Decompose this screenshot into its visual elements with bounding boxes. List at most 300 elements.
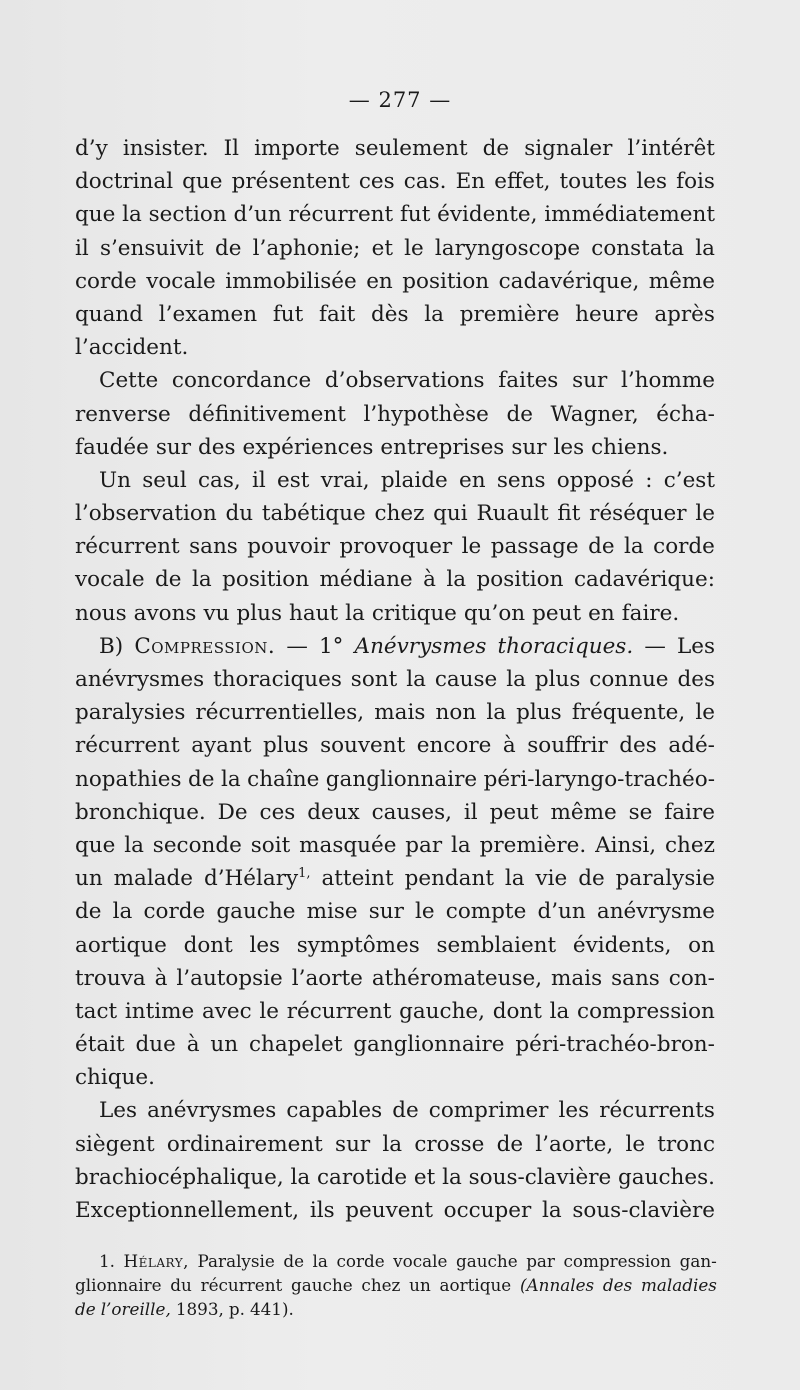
word-text: plaide <box>380 467 448 493</box>
word-text: il <box>75 235 89 261</box>
word-text: mais <box>551 965 603 991</box>
word <box>251 829 291 862</box>
word-text: la <box>122 202 142 228</box>
text-line <box>75 829 715 862</box>
word-text: la <box>112 899 133 925</box>
word <box>319 630 343 663</box>
word <box>320 563 413 596</box>
word-text: définitivement <box>188 401 346 427</box>
word-text: un <box>210 1032 239 1058</box>
word-text: la <box>446 567 467 593</box>
word <box>326 763 477 796</box>
word-text: insister. <box>122 136 209 161</box>
word <box>589 497 686 530</box>
word <box>645 464 652 497</box>
word <box>437 198 537 231</box>
word-text: la <box>624 534 644 560</box>
word-text: plus <box>516 700 562 726</box>
word-text: l’examen <box>158 301 258 327</box>
word <box>665 829 715 862</box>
word-text: atteint <box>321 866 394 892</box>
word <box>273 298 303 331</box>
word-text: semblaient <box>436 932 557 958</box>
word <box>75 198 115 231</box>
word-text: dont <box>492 998 542 1024</box>
word <box>589 663 668 696</box>
word-text: cadavérique: <box>573 567 715 593</box>
word <box>636 165 667 198</box>
word <box>657 1128 715 1161</box>
text-line <box>75 1094 715 1127</box>
word <box>159 298 257 331</box>
word-text: 1° <box>318 633 344 659</box>
word-text: que <box>182 169 223 195</box>
word <box>75 763 182 796</box>
word-text: ces <box>259 799 296 825</box>
word-text: cause <box>434 667 498 692</box>
word <box>574 563 715 596</box>
word-text: faire <box>664 799 715 825</box>
word-text: qu’on <box>463 600 526 626</box>
word <box>656 398 715 431</box>
word-text: (Annales <box>519 1275 595 1295</box>
word-text: chique. <box>75 1065 155 1091</box>
word-text: il <box>463 799 478 825</box>
word-text: capables <box>286 1098 383 1124</box>
word <box>572 696 685 729</box>
word <box>480 829 587 862</box>
word-text: l’autopsie <box>176 965 283 991</box>
word <box>99 1094 137 1127</box>
word-text: sur <box>155 434 192 460</box>
word <box>554 431 585 464</box>
word-text: évidente, <box>437 202 538 228</box>
word <box>599 1094 715 1127</box>
word-text: siègent <box>75 1131 155 1157</box>
word-text: gauches. <box>618 1164 715 1190</box>
word <box>676 165 715 198</box>
text-line <box>75 630 715 663</box>
text-line <box>75 563 715 596</box>
word <box>353 1028 504 1061</box>
word-text: gauche <box>216 899 296 925</box>
word <box>477 563 564 596</box>
word-text: que <box>75 202 116 228</box>
word <box>516 696 562 729</box>
word <box>557 497 580 530</box>
word-text: mais <box>374 700 426 726</box>
word <box>664 796 715 829</box>
word-text: sous-clavière <box>468 1164 612 1190</box>
word-text: passage <box>490 534 579 560</box>
word-text: vocale <box>393 1251 448 1271</box>
word <box>486 696 506 729</box>
word <box>499 265 640 298</box>
word <box>622 597 680 630</box>
word <box>649 265 715 298</box>
word-text: Wagner, <box>550 401 639 427</box>
word <box>405 862 494 895</box>
word-text: vrai, <box>320 467 370 493</box>
word-text: en <box>459 467 486 493</box>
word-text: paralysie <box>615 866 715 892</box>
word-text: la <box>345 600 365 626</box>
word-text: la <box>406 667 426 692</box>
word <box>101 1297 171 1321</box>
body-text <box>75 132 715 1227</box>
word <box>75 232 89 265</box>
word-text: ganglionnaire <box>353 1032 505 1058</box>
word-text: sur <box>368 899 404 925</box>
word-text: section <box>148 202 227 228</box>
word-text: le <box>625 1131 646 1157</box>
word-text: Les <box>676 633 715 659</box>
word <box>335 1128 370 1161</box>
word <box>229 1297 245 1321</box>
word <box>506 398 533 431</box>
word <box>75 597 127 630</box>
word-text: effet, <box>494 169 551 195</box>
word-text: le <box>695 700 715 726</box>
word <box>695 497 715 530</box>
word <box>75 1128 155 1161</box>
word-text: concordance <box>171 368 312 394</box>
word <box>317 1161 407 1194</box>
word <box>176 962 282 995</box>
word-text: c’est <box>663 467 715 493</box>
word <box>146 265 216 298</box>
word <box>575 298 638 331</box>
word <box>369 895 404 928</box>
word-text: seulement <box>354 136 468 161</box>
text-line <box>75 1028 715 1061</box>
word <box>123 132 209 165</box>
word <box>374 696 425 729</box>
word-text: dont <box>183 932 233 958</box>
word-text: les <box>558 1098 590 1124</box>
word <box>210 1028 238 1061</box>
word-text: glionnaire <box>75 1275 162 1295</box>
word-text: qui <box>433 501 468 527</box>
word-text: renverse <box>75 401 171 427</box>
word-text: corde <box>653 534 715 560</box>
word-text: sur <box>572 368 608 394</box>
word <box>677 663 715 696</box>
word-text: les <box>636 169 668 195</box>
word-text: trouva <box>75 965 146 991</box>
word-text: athéromateuse, <box>371 965 543 991</box>
word-text: la <box>442 1164 462 1190</box>
word <box>680 1249 717 1273</box>
word <box>75 165 173 198</box>
word <box>664 464 715 497</box>
word-text: constata <box>591 235 685 261</box>
word-text: occuper <box>443 1198 532 1223</box>
text-line <box>75 895 715 928</box>
word <box>405 829 442 862</box>
word-text: vocale <box>75 567 145 593</box>
text-line <box>75 995 715 1028</box>
word <box>399 995 485 1028</box>
word <box>361 1273 400 1297</box>
word-text: 1. <box>99 1251 116 1271</box>
word <box>253 232 361 265</box>
word-text: brachiocéphalique, <box>75 1164 284 1190</box>
word <box>134 597 197 630</box>
word <box>433 497 468 530</box>
word-text: seul <box>142 467 187 493</box>
word-text: de <box>392 1098 419 1124</box>
word <box>236 597 282 630</box>
word-text: peuvent <box>345 1198 433 1223</box>
word-text: tronc <box>657 1131 715 1157</box>
word-text: le <box>259 998 279 1024</box>
word-text: des <box>198 434 236 460</box>
word-text: expériences <box>242 434 374 460</box>
word <box>532 597 581 630</box>
word-text: fait <box>319 301 356 327</box>
word-text: comprimer <box>428 1098 549 1124</box>
word-text: par <box>526 1251 555 1271</box>
word <box>100 232 204 265</box>
word <box>297 929 420 962</box>
word-text: que <box>75 832 116 858</box>
word-text: de <box>283 1251 305 1271</box>
word <box>75 796 206 829</box>
word <box>628 132 715 165</box>
word-text: signaler <box>524 136 613 161</box>
word-text: à <box>502 733 516 759</box>
word-text: faites <box>498 368 559 394</box>
word-text: de <box>496 1131 524 1157</box>
footnote-line <box>75 1297 717 1321</box>
word-text: et <box>371 235 393 261</box>
word <box>505 862 525 895</box>
word <box>191 729 251 762</box>
word <box>75 497 217 530</box>
word <box>563 1249 671 1273</box>
word <box>511 431 546 464</box>
word <box>363 398 488 431</box>
word <box>400 198 430 231</box>
word-text: B) <box>99 633 124 659</box>
word-text: de <box>578 866 605 892</box>
word <box>149 198 227 231</box>
word <box>243 431 374 464</box>
word-text: Paralysie <box>197 1251 275 1271</box>
word-text: paralysies <box>75 700 186 726</box>
word <box>156 431 191 464</box>
word <box>277 464 309 497</box>
word-text: compte <box>445 899 527 925</box>
word <box>527 729 608 762</box>
text-line <box>75 929 715 962</box>
word-text: de <box>214 235 242 261</box>
word-text: d’y <box>75 136 108 161</box>
word <box>402 265 489 298</box>
word <box>75 895 102 928</box>
word-text: adé- <box>668 733 715 759</box>
footnote-ref[interactable]: 1, <box>298 866 311 882</box>
word <box>99 630 123 663</box>
word <box>307 796 359 829</box>
text-line <box>75 1161 715 1194</box>
text-line <box>75 1061 715 1094</box>
word <box>355 132 468 165</box>
word <box>345 597 365 630</box>
word <box>506 663 526 696</box>
word <box>653 530 715 563</box>
word <box>187 1028 200 1061</box>
word <box>307 895 358 928</box>
word-text: à <box>154 965 168 991</box>
word-text: l’intérêt <box>627 136 715 161</box>
word-text: quand <box>75 301 144 327</box>
footnote-line <box>75 1249 717 1273</box>
word <box>409 1273 431 1297</box>
word <box>435 663 497 696</box>
word <box>372 962 542 995</box>
word-text: immobilisée <box>225 268 357 294</box>
word-text: toutes <box>559 169 628 195</box>
word-text: gan- <box>679 1251 717 1271</box>
word <box>490 796 539 829</box>
word <box>588 530 615 563</box>
word <box>201 1273 283 1297</box>
word <box>99 1249 115 1273</box>
word-text: Les <box>99 1098 138 1124</box>
word-text: première. <box>479 832 587 858</box>
word <box>669 962 715 995</box>
word <box>319 298 355 331</box>
word-text: sans <box>611 965 660 991</box>
word <box>578 862 605 895</box>
word <box>588 597 615 630</box>
word-text: cadavérique, <box>498 268 640 294</box>
word-text: se <box>628 799 653 825</box>
word-text: crosse <box>414 1131 485 1157</box>
word-text: il <box>251 467 266 493</box>
word <box>75 1194 299 1227</box>
word <box>99 464 131 497</box>
word <box>374 497 424 530</box>
word <box>320 729 405 762</box>
word <box>299 829 396 862</box>
word <box>381 464 448 497</box>
text-line <box>75 497 715 530</box>
word <box>372 796 452 829</box>
text-line <box>75 464 715 497</box>
word <box>423 563 436 596</box>
word-text: mise <box>306 899 358 925</box>
word <box>597 895 715 928</box>
word <box>345 1194 433 1227</box>
word <box>75 829 115 862</box>
word <box>172 364 311 397</box>
word-text: fut <box>272 301 304 327</box>
word-text: Compression. <box>134 633 276 659</box>
word <box>260 796 296 829</box>
word <box>535 1128 613 1161</box>
word <box>444 1194 532 1227</box>
text-line <box>75 597 715 630</box>
word <box>75 1028 125 1061</box>
word-text: provoquer <box>339 534 453 560</box>
word-text: les <box>249 932 281 958</box>
word <box>75 962 146 995</box>
word-text: compression <box>563 1251 672 1271</box>
word <box>99 364 158 397</box>
word <box>573 929 672 962</box>
word <box>196 696 365 729</box>
word-text: en <box>588 600 615 626</box>
word-text: après <box>654 301 715 327</box>
word-text: laryngoscope <box>434 235 581 261</box>
word <box>247 763 319 796</box>
word <box>202 995 252 1028</box>
word-text: Cette <box>99 368 159 394</box>
word-text: chiens. <box>591 434 669 460</box>
word-text: doctrinal <box>75 169 174 195</box>
word <box>247 530 330 563</box>
word-text: position <box>476 567 564 593</box>
word <box>75 530 180 563</box>
text-line <box>75 696 715 729</box>
word-text: aortique <box>439 1275 512 1295</box>
word <box>114 862 193 895</box>
word-text: plus <box>263 733 309 759</box>
word-text: la <box>486 700 507 726</box>
word <box>321 464 370 497</box>
word <box>355 630 487 663</box>
word <box>313 1249 328 1273</box>
word-text: thoraciques <box>213 667 342 692</box>
word-text: l’oreille, <box>100 1299 171 1319</box>
word-text: la <box>124 832 144 858</box>
word-text: corde <box>75 268 137 294</box>
word <box>75 696 185 729</box>
word <box>291 1273 353 1297</box>
word-text: De <box>217 799 248 825</box>
word-text: anévrysmes <box>75 667 205 692</box>
word <box>371 298 409 331</box>
text-line <box>75 1128 715 1161</box>
word-text: gauche <box>290 1275 353 1295</box>
word-text: corde <box>336 1251 385 1271</box>
word-text: avec <box>201 998 252 1024</box>
word-text: on <box>688 932 715 958</box>
word <box>198 1249 275 1273</box>
word <box>493 995 542 1028</box>
word-text: des <box>602 1275 633 1295</box>
word-text: vocale <box>146 268 216 294</box>
word <box>446 895 527 928</box>
text-line <box>75 530 715 563</box>
word-text: et <box>413 1164 436 1190</box>
word-text: gauche <box>455 1251 518 1271</box>
word-text: position <box>222 567 310 593</box>
word <box>351 663 397 696</box>
word-text: deux <box>307 799 360 825</box>
word <box>75 729 180 762</box>
word-text: des <box>619 733 657 759</box>
word-text: l’aorte <box>291 965 363 991</box>
word <box>198 431 236 464</box>
word-text: écha- <box>656 401 715 427</box>
word-text: le <box>695 501 715 527</box>
word <box>654 298 715 331</box>
word-text: la <box>290 1164 311 1190</box>
